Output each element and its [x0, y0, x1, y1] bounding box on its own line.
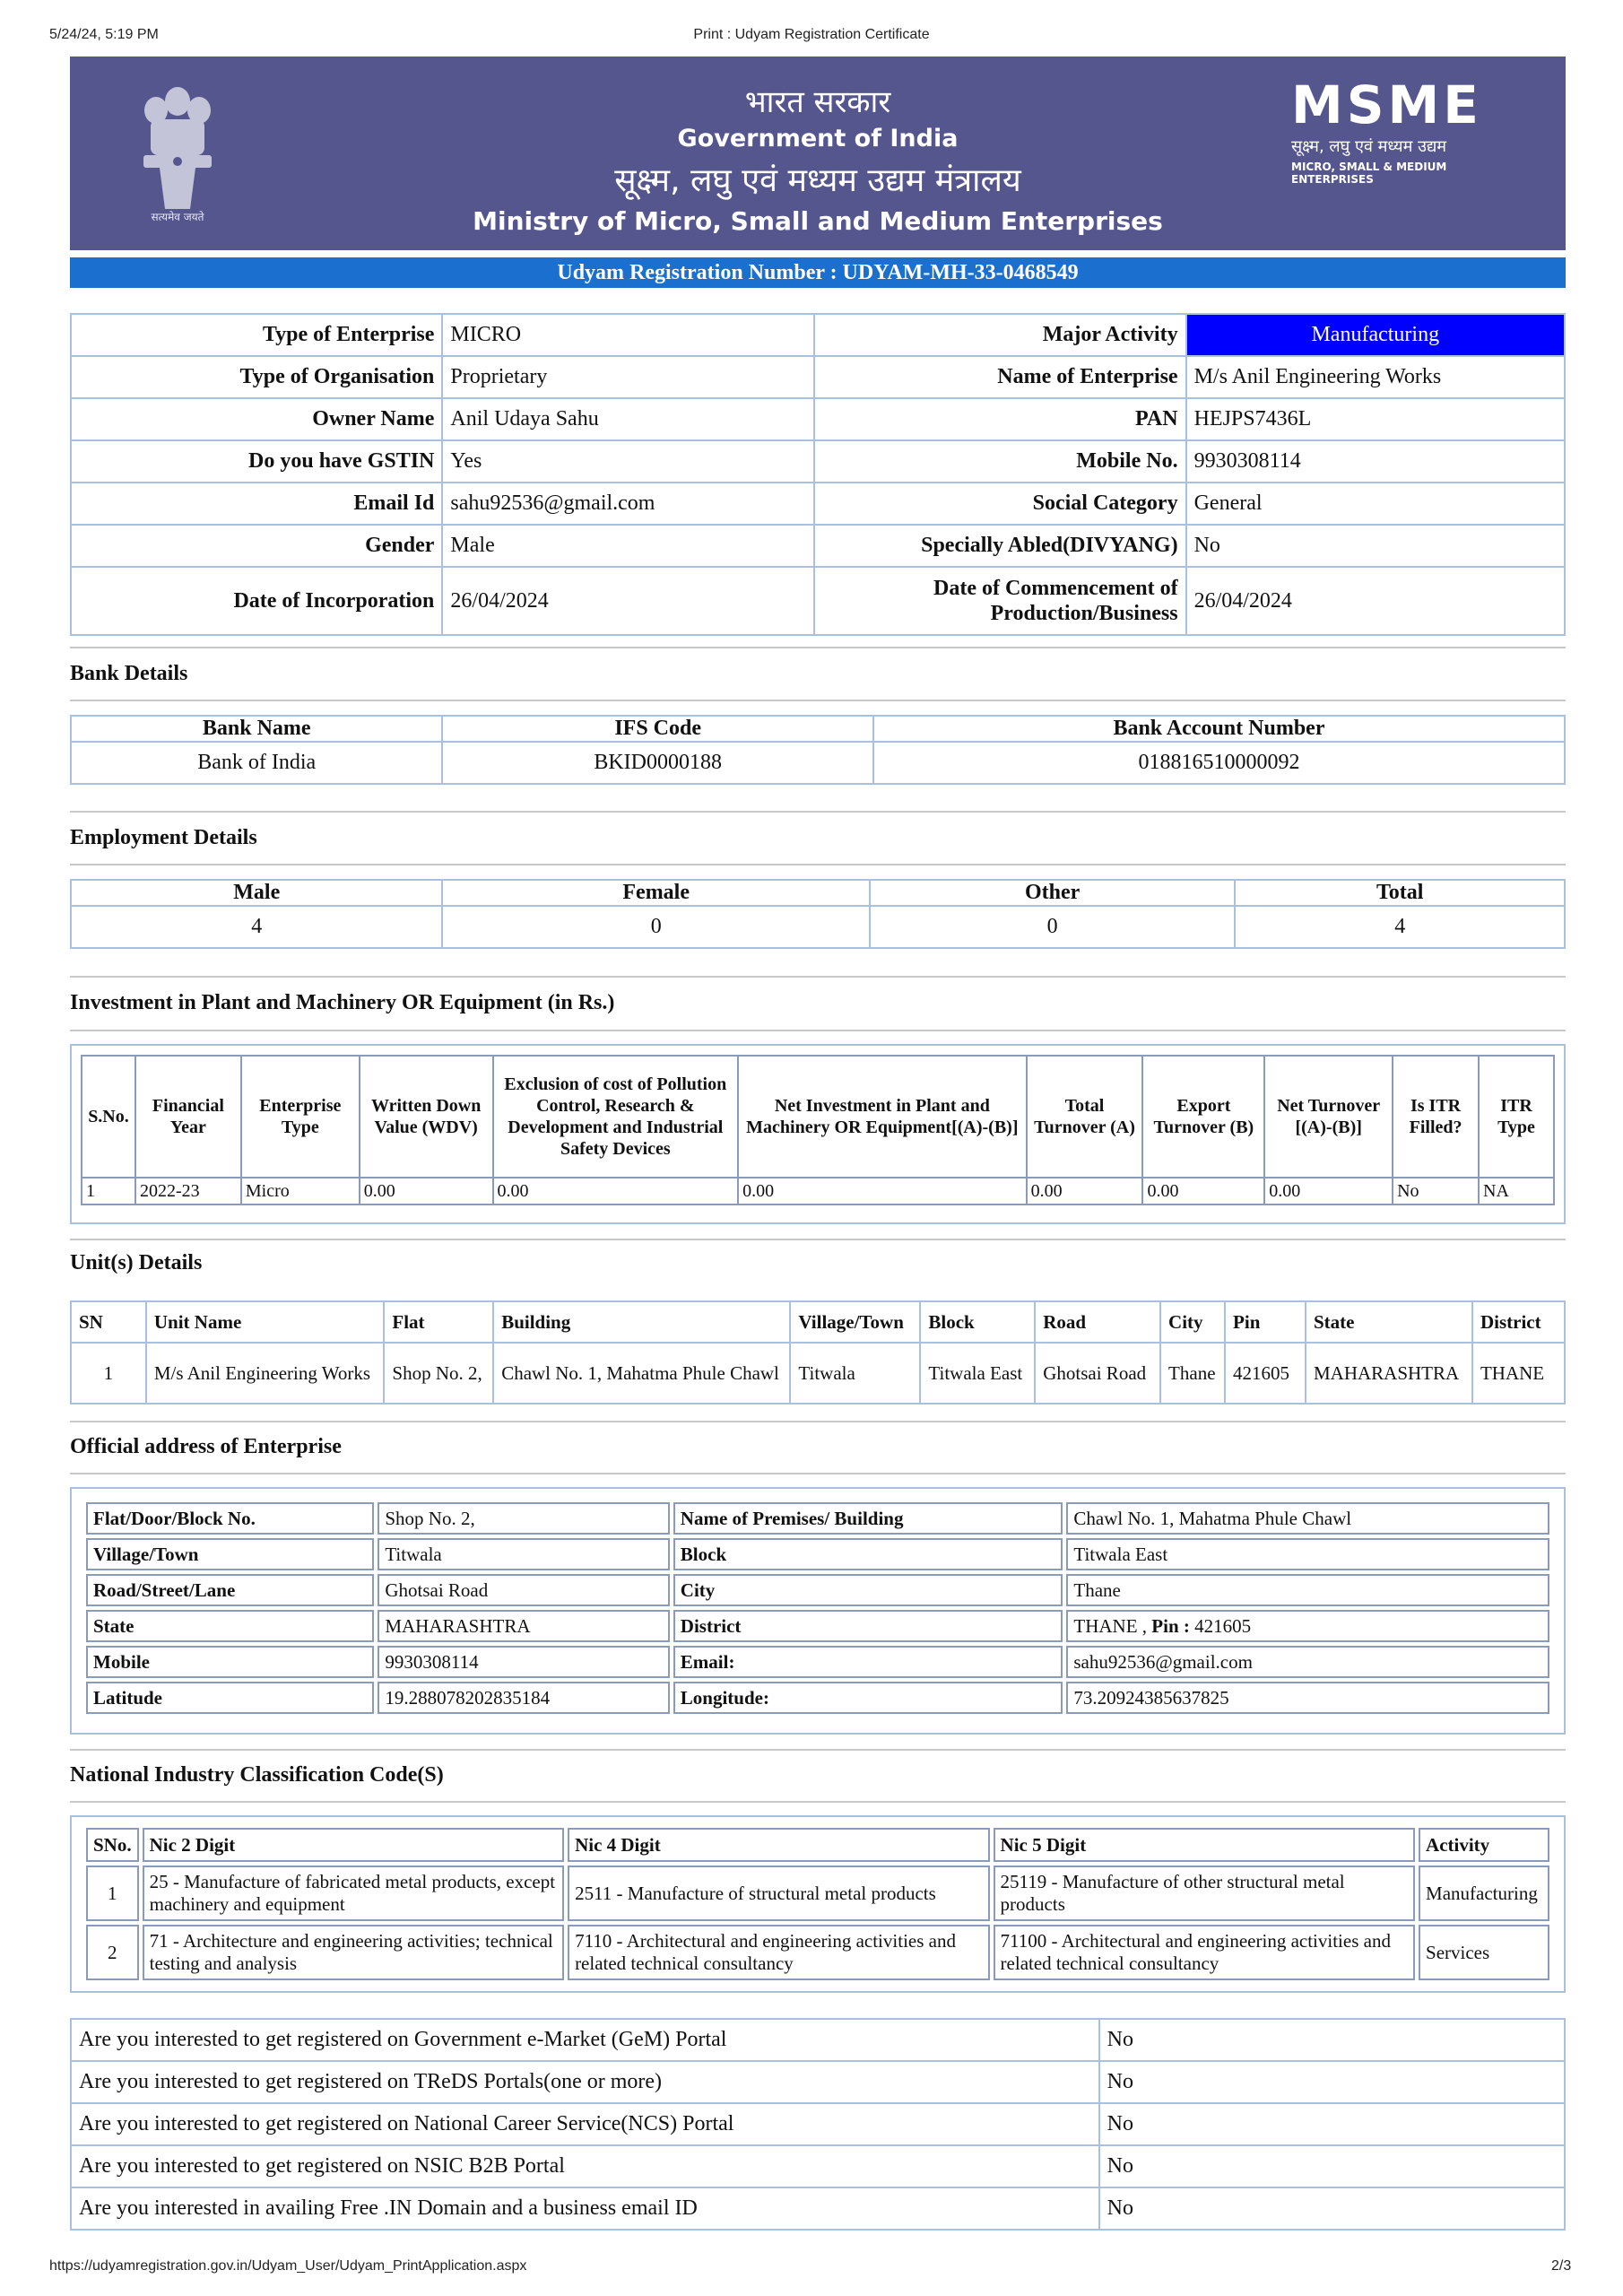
- question-in-domain: Are you interested in availing Free .IN Domain and a business email ID: [71, 2187, 1099, 2230]
- divider: [70, 1473, 1566, 1474]
- female-header: Female: [442, 880, 869, 906]
- block-header: Block: [920, 1301, 1035, 1343]
- label-name-of-enterprise: Name of Enterprise: [814, 356, 1186, 398]
- label-email: Email Id: [71, 483, 442, 525]
- table-row: [71, 525, 1565, 567]
- label-state: State: [86, 1610, 374, 1642]
- official-address-title: Official address of Enterprise: [70, 1435, 342, 1458]
- cell: 25119 - Manufacture of other structural metal products: [994, 1866, 1415, 1921]
- banner-line-hindi-ministry: सूक्ष्म, लघु एवं मध्यम उद्यम मंत्रालय: [614, 162, 1021, 199]
- cell: THANE: [1472, 1343, 1565, 1404]
- total-header: Total: [1235, 880, 1565, 906]
- other-count: 0: [870, 906, 1236, 948]
- unit-name-header: Unit Name: [146, 1301, 385, 1343]
- banner-line-govt-india: Government of India: [677, 125, 959, 152]
- value-village: Titwala: [378, 1538, 669, 1570]
- cell: 0.00: [493, 1178, 739, 1205]
- table-row: [86, 1682, 1549, 1714]
- table-row: [86, 1574, 1549, 1606]
- enterprise-details-table: [70, 313, 1566, 636]
- divider: [70, 700, 1566, 701]
- question-ncs: Are you interested to get registered on National Career Service(NCS) Portal: [71, 2103, 1099, 2145]
- label-road: Road/Street/Lane: [86, 1574, 374, 1606]
- question-nsic: Are you interested to get registered on NSIC B2B Portal: [71, 2145, 1099, 2187]
- portal-questions-table: [70, 2018, 1566, 2231]
- divider: [70, 647, 1566, 648]
- divider: [70, 1239, 1566, 1240]
- label-type-of-enterprise: Type of Enterprise: [71, 314, 442, 356]
- table-row: [86, 1610, 1549, 1642]
- cell: 2: [86, 1925, 139, 1980]
- label-longitude: Longitude:: [673, 1682, 1063, 1714]
- value-latitude: 19.288078202835184: [378, 1682, 669, 1714]
- label-gstin: Do you have GSTIN: [71, 440, 442, 483]
- divider: [70, 1749, 1566, 1751]
- value-date-of-commencement: 26/04/2024: [1186, 567, 1565, 635]
- answer-treds: No: [1099, 2061, 1565, 2103]
- cell: 25 - Manufacture of fabricated metal products, except machinery and equipment: [143, 1866, 564, 1921]
- table-row: [71, 906, 1565, 948]
- label-owner-name: Owner Name: [71, 398, 442, 440]
- cell: Titwala East: [920, 1343, 1035, 1404]
- ifs-code-header: IFS Code: [442, 716, 872, 742]
- cell: 1: [82, 1178, 135, 1205]
- flat-header: Flat: [384, 1301, 493, 1343]
- label-mobile: Mobile No.: [814, 440, 1186, 483]
- net-turnover-header: Net Turnover [(A)-(B)]: [1264, 1056, 1393, 1178]
- net-investment-header: Net Investment in Plant and Machinery OR Equipment[(A)-(B)]: [738, 1056, 1026, 1178]
- label-block: Block: [673, 1538, 1063, 1570]
- cell: 71 - Architecture and engineering activities; technical testing and analysis: [143, 1925, 564, 1980]
- divider: [70, 864, 1566, 865]
- label-flat: Flat/Door/Block No.: [86, 1502, 374, 1535]
- value-longitude: 73.20924385637825: [1066, 1682, 1549, 1714]
- table-header-row: [71, 880, 1565, 906]
- village-header: Village/Town: [790, 1301, 920, 1343]
- value-date-of-incorporation: 26/04/2024: [442, 567, 814, 635]
- nic4-header: Nic 4 Digit: [568, 1828, 989, 1862]
- table-row: [86, 1646, 1549, 1678]
- cell: 7110 - Architectural and engineering activities and related technical consultancy: [568, 1925, 989, 1980]
- value-gender: Male: [442, 525, 814, 567]
- answer-in-domain: No: [1099, 2187, 1565, 2230]
- male-header: Male: [71, 880, 442, 906]
- value-owner-name: Anil Udaya Sahu: [442, 398, 814, 440]
- question-treds: Are you interested to get registered on TReDS Portals(one or more): [71, 2061, 1099, 2103]
- other-header: Other: [870, 880, 1236, 906]
- value-email: sahu92536@gmail.com: [442, 483, 814, 525]
- cell: Titwala: [790, 1343, 920, 1404]
- itr-filed-header: Is ITR Filled?: [1393, 1056, 1479, 1178]
- footer-url: https://udyamregistration.gov.in/Udyam_User/Udyam_PrintApplication.aspx: [49, 2258, 527, 2274]
- cell: Chawl No. 1, Mahatma Phule Chawl: [493, 1343, 790, 1404]
- value-gstin: Yes: [442, 440, 814, 483]
- value-email: sahu92536@gmail.com: [1066, 1646, 1549, 1678]
- male-count: 4: [71, 906, 442, 948]
- table-row: [71, 440, 1565, 483]
- divider: [70, 1030, 1566, 1031]
- account-number-header: Bank Account Number: [873, 716, 1565, 742]
- table-row: [71, 314, 1565, 356]
- value-flat: Shop No. 2,: [378, 1502, 669, 1535]
- export-turnover-header: Export Turnover (B): [1142, 1056, 1264, 1178]
- cell: MAHARASHTRA: [1306, 1343, 1472, 1404]
- banner-line-hindi-govt: भारत सरकार: [744, 84, 891, 120]
- value-pan: HEJPS7436L: [1186, 398, 1565, 440]
- label-date-of-incorporation: Date of Incorporation: [71, 567, 442, 635]
- table-header-row: [71, 716, 1565, 742]
- label-district: District: [673, 1610, 1063, 1642]
- cell: Micro: [241, 1178, 360, 1205]
- road-header: Road: [1035, 1301, 1160, 1343]
- msme-logo-hindi: सूक्ष्म, लघु एवं मध्यम उद्यम: [1291, 137, 1447, 156]
- cell: 1: [71, 1343, 146, 1404]
- table-row: [71, 483, 1565, 525]
- nic2-header: Nic 2 Digit: [143, 1828, 564, 1862]
- question-gem: Are you interested to get registered on Government e-Market (GeM) Portal: [71, 2019, 1099, 2061]
- value-premises: Chawl No. 1, Mahatma Phule Chawl: [1066, 1502, 1549, 1535]
- udyam-registration-number: Udyam Registration Number : UDYAM-MH-33-0468549: [70, 257, 1566, 288]
- units-title: Unit(s) Details: [70, 1251, 203, 1274]
- cell: Services: [1419, 1925, 1549, 1980]
- label-pan: PAN: [814, 398, 1186, 440]
- itr-type-header: ITR Type: [1479, 1056, 1554, 1178]
- cell: M/s Anil Engineering Works: [146, 1343, 385, 1404]
- label-date-of-commencement: Date of Commencement of Production/Business: [814, 567, 1186, 635]
- bank-details-title: Bank Details: [70, 662, 188, 685]
- answer-nsic: No: [1099, 2145, 1565, 2187]
- table-row: [71, 2061, 1565, 2103]
- label-premises: Name of Premises/ Building: [673, 1502, 1063, 1535]
- value-city: Thane: [1066, 1574, 1549, 1606]
- table-row: [86, 1925, 1549, 1980]
- table-row: [71, 567, 1565, 635]
- sno-header: S.No.: [82, 1056, 135, 1178]
- label-major-activity: Major Activity: [814, 314, 1186, 356]
- table-row: [71, 742, 1565, 784]
- label-city: City: [673, 1574, 1063, 1606]
- cell: Shop No. 2,: [384, 1343, 493, 1404]
- cell: Thane: [1160, 1343, 1225, 1404]
- bank-name-header: Bank Name: [71, 716, 442, 742]
- investment-table: [81, 1055, 1555, 1205]
- units-table: [70, 1300, 1566, 1405]
- financial-year-header: Financial Year: [135, 1056, 241, 1178]
- district-name: THANE: [1073, 1614, 1138, 1637]
- cell: 71100 - Architectural and engineering activities and related technical consultancy: [994, 1925, 1415, 1980]
- value-name-of-enterprise: M/s Anil Engineering Works: [1186, 356, 1565, 398]
- divider: [70, 1801, 1566, 1803]
- emblem-motto: सत्यमेव जयते: [151, 211, 204, 223]
- account-number-value: 018816510000092: [873, 742, 1565, 784]
- nic-title: National Industry Classification Code(S): [70, 1763, 444, 1787]
- answer-ncs: No: [1099, 2103, 1565, 2145]
- total-count: 4: [1235, 906, 1565, 948]
- msme-logo: [1291, 74, 1524, 186]
- cell: 0.00: [1264, 1178, 1393, 1205]
- value-type-of-organisation: Proprietary: [442, 356, 814, 398]
- cell: Ghotsai Road: [1035, 1343, 1160, 1404]
- msme-logo-word: MSME: [1291, 74, 1482, 135]
- value-state: MAHARASHTRA: [378, 1610, 669, 1642]
- value-mobile: 9930308114: [1186, 440, 1565, 483]
- page-number: 2/3: [1551, 2258, 1572, 2274]
- building-header: Building: [493, 1301, 790, 1343]
- employment-details-table: [70, 879, 1566, 949]
- nic-table: [82, 1824, 1553, 1984]
- cell: 1: [86, 1866, 139, 1921]
- table-row: [86, 1866, 1549, 1921]
- label-social-category: Social Category: [814, 483, 1186, 525]
- label-gender: Gender: [71, 525, 442, 567]
- cell: 0.00: [1027, 1178, 1143, 1205]
- msme-logo-english: MICRO, SMALL & MEDIUM ENTERPRISES: [1291, 161, 1447, 186]
- value-divyang: No: [1186, 525, 1565, 567]
- print-title: Print : Udyam Registration Certificate: [693, 27, 930, 42]
- label-type-of-organisation: Type of Organisation: [71, 356, 442, 398]
- cell: 0.00: [1142, 1178, 1264, 1205]
- divider: [70, 976, 1566, 978]
- city-header: City: [1160, 1301, 1225, 1343]
- sn-header: SN: [71, 1301, 146, 1343]
- value-type-of-enterprise: MICRO: [442, 314, 814, 356]
- cell: Manufacturing: [1419, 1866, 1549, 1921]
- wdv-header: Written Down Value (WDV): [360, 1056, 493, 1178]
- government-banner: [70, 57, 1566, 250]
- table-row: [71, 2145, 1565, 2187]
- table-row: [71, 356, 1565, 398]
- divider: [70, 1421, 1566, 1422]
- official-address-table: [82, 1499, 1553, 1718]
- pin-label: Pin :: [1151, 1614, 1190, 1637]
- nic5-header: Nic 5 Digit: [994, 1828, 1415, 1862]
- employment-details-title: Employment Details: [70, 826, 257, 849]
- exclusion-header: Exclusion of cost of Pollution Control, Research & Development and Industrial Safety Devices: [493, 1056, 739, 1178]
- cell: 2511 - Manufacture of structural metal products: [568, 1866, 989, 1921]
- bank-name-value: Bank of India: [71, 742, 442, 784]
- table-header-row: [82, 1056, 1554, 1178]
- table-row: [86, 1538, 1549, 1570]
- table-row: [71, 2187, 1565, 2230]
- answer-gem: No: [1099, 2019, 1565, 2061]
- activity-header: Activity: [1419, 1828, 1549, 1862]
- cell: 2022-23: [135, 1178, 241, 1205]
- value-social-category: General: [1186, 483, 1565, 525]
- value-road: Ghotsai Road: [378, 1574, 669, 1606]
- divider: [70, 811, 1566, 813]
- pin-header: Pin: [1225, 1301, 1306, 1343]
- table-header-row: [86, 1828, 1549, 1862]
- total-turnover-header: Total Turnover (A): [1027, 1056, 1143, 1178]
- ifs-code-value: BKID0000188: [442, 742, 872, 784]
- value-block: Titwala East: [1066, 1538, 1549, 1570]
- value-major-activity: Manufacturing: [1186, 314, 1565, 356]
- cell: 421605: [1225, 1343, 1306, 1404]
- table-row: [71, 2019, 1565, 2061]
- state-header: State: [1306, 1301, 1472, 1343]
- enterprise-type-header: Enterprise Type: [241, 1056, 360, 1178]
- label-email: Email:: [673, 1646, 1063, 1678]
- cell: NA: [1479, 1178, 1554, 1205]
- print-datetime: 5/24/24, 5:19 PM: [49, 27, 159, 42]
- cell: No: [1393, 1178, 1479, 1205]
- bank-details-table: [70, 715, 1566, 785]
- table-row: [71, 398, 1565, 440]
- table-row: [82, 1178, 1554, 1205]
- female-count: 0: [442, 906, 869, 948]
- label-mobile: Mobile: [86, 1646, 374, 1678]
- table-row: [71, 2103, 1565, 2145]
- label-village: Village/Town: [86, 1538, 374, 1570]
- value-mobile: 9930308114: [378, 1646, 669, 1678]
- table-row: [86, 1502, 1549, 1535]
- cell: 0.00: [360, 1178, 493, 1205]
- label-divyang: Specially Abled(DIVYANG): [814, 525, 1186, 567]
- table-header-row: [71, 1301, 1565, 1343]
- investment-title: Investment in Plant and Machinery OR Equipment (in Rs.): [70, 991, 615, 1014]
- district-header: District: [1472, 1301, 1565, 1343]
- table-row: [71, 1343, 1565, 1404]
- cell: 0.00: [738, 1178, 1026, 1205]
- label-latitude: Latitude: [86, 1682, 374, 1714]
- nic-sno-header: SNo.: [86, 1828, 139, 1862]
- pin-value: 421605: [1194, 1614, 1252, 1637]
- banner-line-ministry: Ministry of Micro, Small and Medium Enterprises: [473, 206, 1163, 236]
- value-district: THANE , Pin : 421605: [1066, 1610, 1549, 1642]
